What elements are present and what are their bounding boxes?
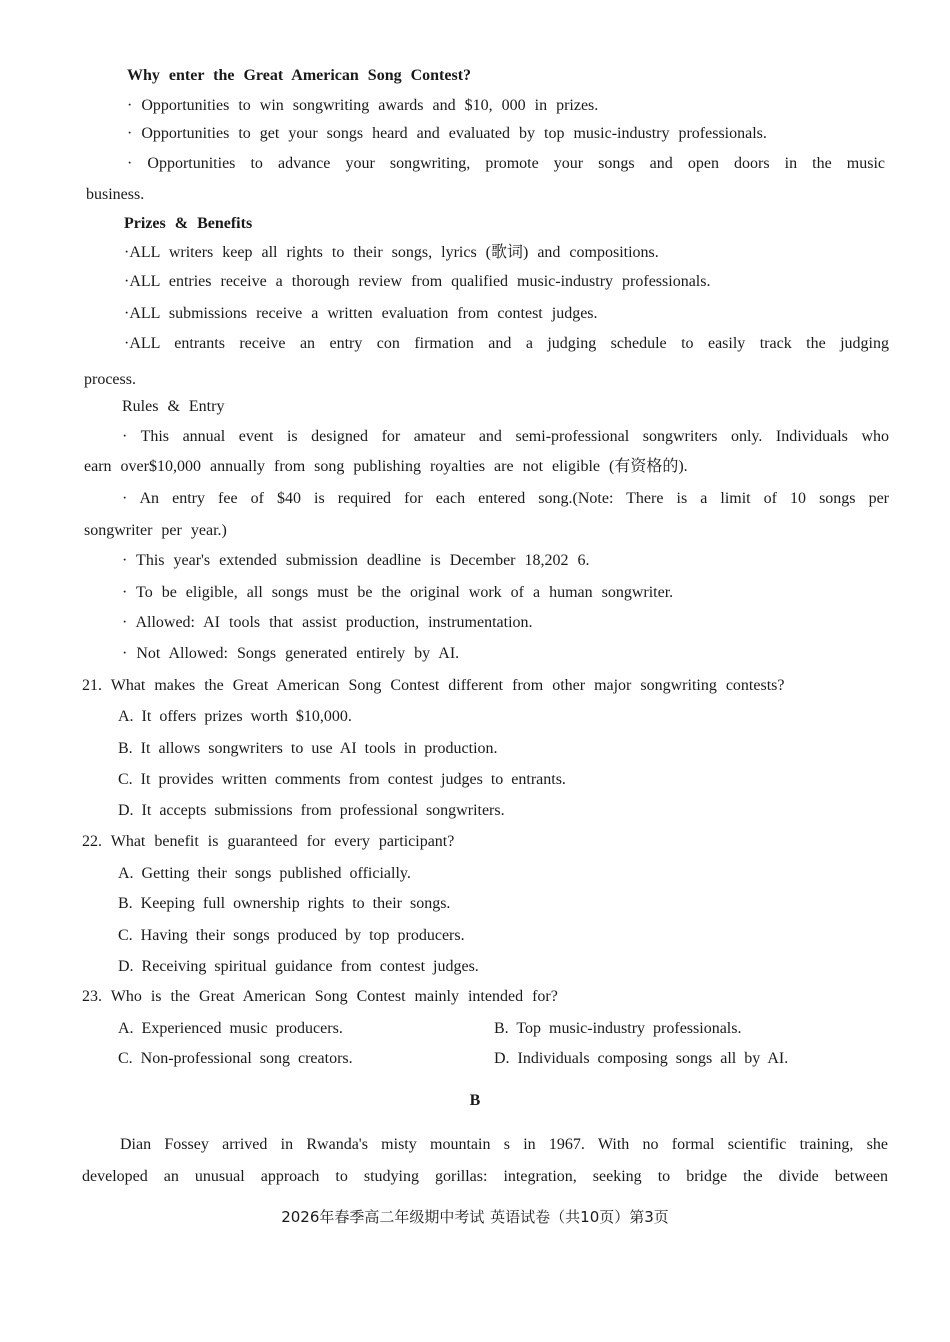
rules-item: · This year's extended submission deadline is December 18,202 6.	[122, 552, 590, 569]
q22-option-a: A. Getting their songs published officially.	[118, 865, 411, 882]
q21-option-d: D. It accepts submissions from professional songwriters.	[118, 802, 505, 819]
rules-entry-heading: Rules & Entry	[122, 398, 225, 415]
prizes-item: ·ALL submissions receive a written evaluation from contest judges.	[124, 305, 598, 322]
rules-item: · This annual event is designed for amateur and semi-professional songwriters only. Individuals who	[122, 428, 889, 445]
passage-b-heading: B	[469, 1092, 481, 1109]
why-enter-heading: Why enter the Great American Song Contest?	[127, 67, 472, 84]
rules-item: · An entry fee of $40 is required for each entered song.(Note: There is a limit of 10 songs per	[122, 490, 889, 507]
q22-option-b: B. Keeping full ownership rights to their songs.	[118, 895, 451, 912]
rules-item-continuation: earn over$10,000 annually from song publishing royalties are not eligible (有资格的).	[84, 458, 688, 475]
question-23-stem: 23. Who is the Great American Song Contest mainly intended for?	[82, 988, 558, 1005]
prizes-item: ·ALL writers keep all rights to their songs, lyrics (歌词) and compositions.	[124, 244, 659, 261]
passage-b-line: developed an unusual approach to studying gorillas: integration, seeking to bridge the divide between	[82, 1168, 888, 1185]
rules-item-continuation: songwriter per year.)	[84, 522, 227, 539]
why-item: · Opportunities to get your songs heard and evaluated by top music-industry professionals.	[127, 125, 767, 142]
q21-option-c: C. It provides written comments from contest judges to entrants.	[118, 771, 566, 788]
q23-option-a: A. Experienced music producers.	[118, 1020, 343, 1037]
q23-option-d: D. Individuals composing songs all by AI.	[494, 1050, 789, 1067]
prizes-item: ·ALL entrants receive an entry con firmation and a judging schedule to easily track the judging	[124, 335, 889, 352]
page-footer: 2026年春季高二年级期中考试 英语试卷（共10页）第3页	[281, 1208, 669, 1226]
q21-option-a: A. It offers prizes worth $10,000.	[118, 708, 352, 725]
prizes-benefits-heading: Prizes & Benefits	[124, 215, 253, 232]
prizes-item: ·ALL entries receive a thorough review from qualified music-industry professionals.	[124, 273, 711, 290]
q22-option-d: D. Receiving spiritual guidance from contest judges.	[118, 958, 479, 975]
q21-option-b: B. It allows songwriters to use AI tools in production.	[118, 740, 498, 757]
rules-item: · To be eligible, all songs must be the original work of a human songwriter.	[122, 584, 674, 601]
why-item-continuation: business.	[86, 186, 145, 203]
question-21-stem: 21. What makes the Great American Song Contest different from other major songwriting contests?	[82, 677, 785, 694]
why-item: · Opportunities to advance your songwriting, promote your songs and open doors in the music	[127, 155, 885, 172]
q22-option-c: C. Having their songs produced by top producers.	[118, 927, 465, 944]
question-22-stem: 22. What benefit is guaranteed for every participant?	[82, 833, 455, 850]
q23-option-b: B. Top music-industry professionals.	[494, 1020, 742, 1037]
rules-item: · Allowed: AI tools that assist production, instrumentation.	[122, 614, 533, 631]
q23-option-c: C. Non-professional song creators.	[118, 1050, 353, 1067]
why-item: · Opportunities to win songwriting awards and $10, 000 in prizes.	[127, 97, 599, 114]
prizes-item-continuation: process.	[84, 371, 136, 388]
rules-item: · Not Allowed: Songs generated entirely by AI.	[122, 645, 460, 662]
passage-b-line: Dian Fossey arrived in Rwanda's misty mountain s in 1967. With no formal scientific training, she	[120, 1136, 888, 1153]
